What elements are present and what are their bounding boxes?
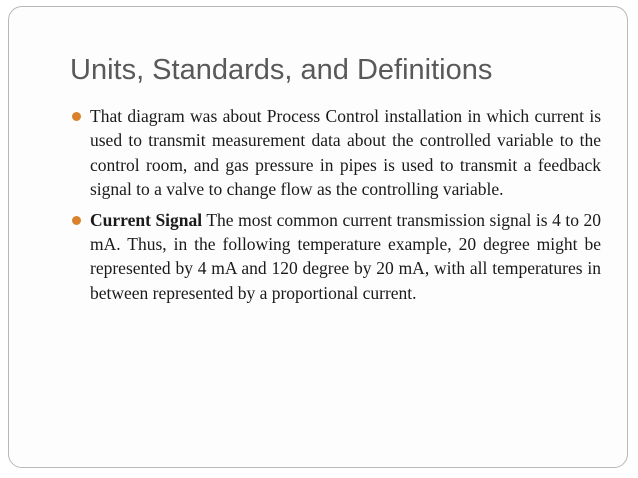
bullet-dot-icon bbox=[72, 112, 81, 121]
bullet-list bbox=[70, 104, 601, 311]
bullet-lead: Current Signal bbox=[90, 209, 203, 230]
slide-title: Units, Standards, and Definitions bbox=[70, 54, 493, 86]
bullet-text: That diagram was about Process Control installation in which current is used to transmit measurement data about the controlled variable to the control room, and gas pressure in pipes is used to transmit a feedback signal to a valve to change flow as the controlling variable. bbox=[90, 106, 601, 200]
bullet-item-diagram bbox=[70, 104, 601, 202]
bullet-dot-icon bbox=[72, 216, 81, 225]
bullet-item-current-signal bbox=[70, 208, 601, 306]
bullet-text: The most common current transmission signal is 4 to 20 mA. Thus, in the following temperature example, 20 degree might be represented by 4 mA and 120 degree by 20 mA, with all temperatures in between represented by a proportional current. bbox=[90, 209, 601, 303]
